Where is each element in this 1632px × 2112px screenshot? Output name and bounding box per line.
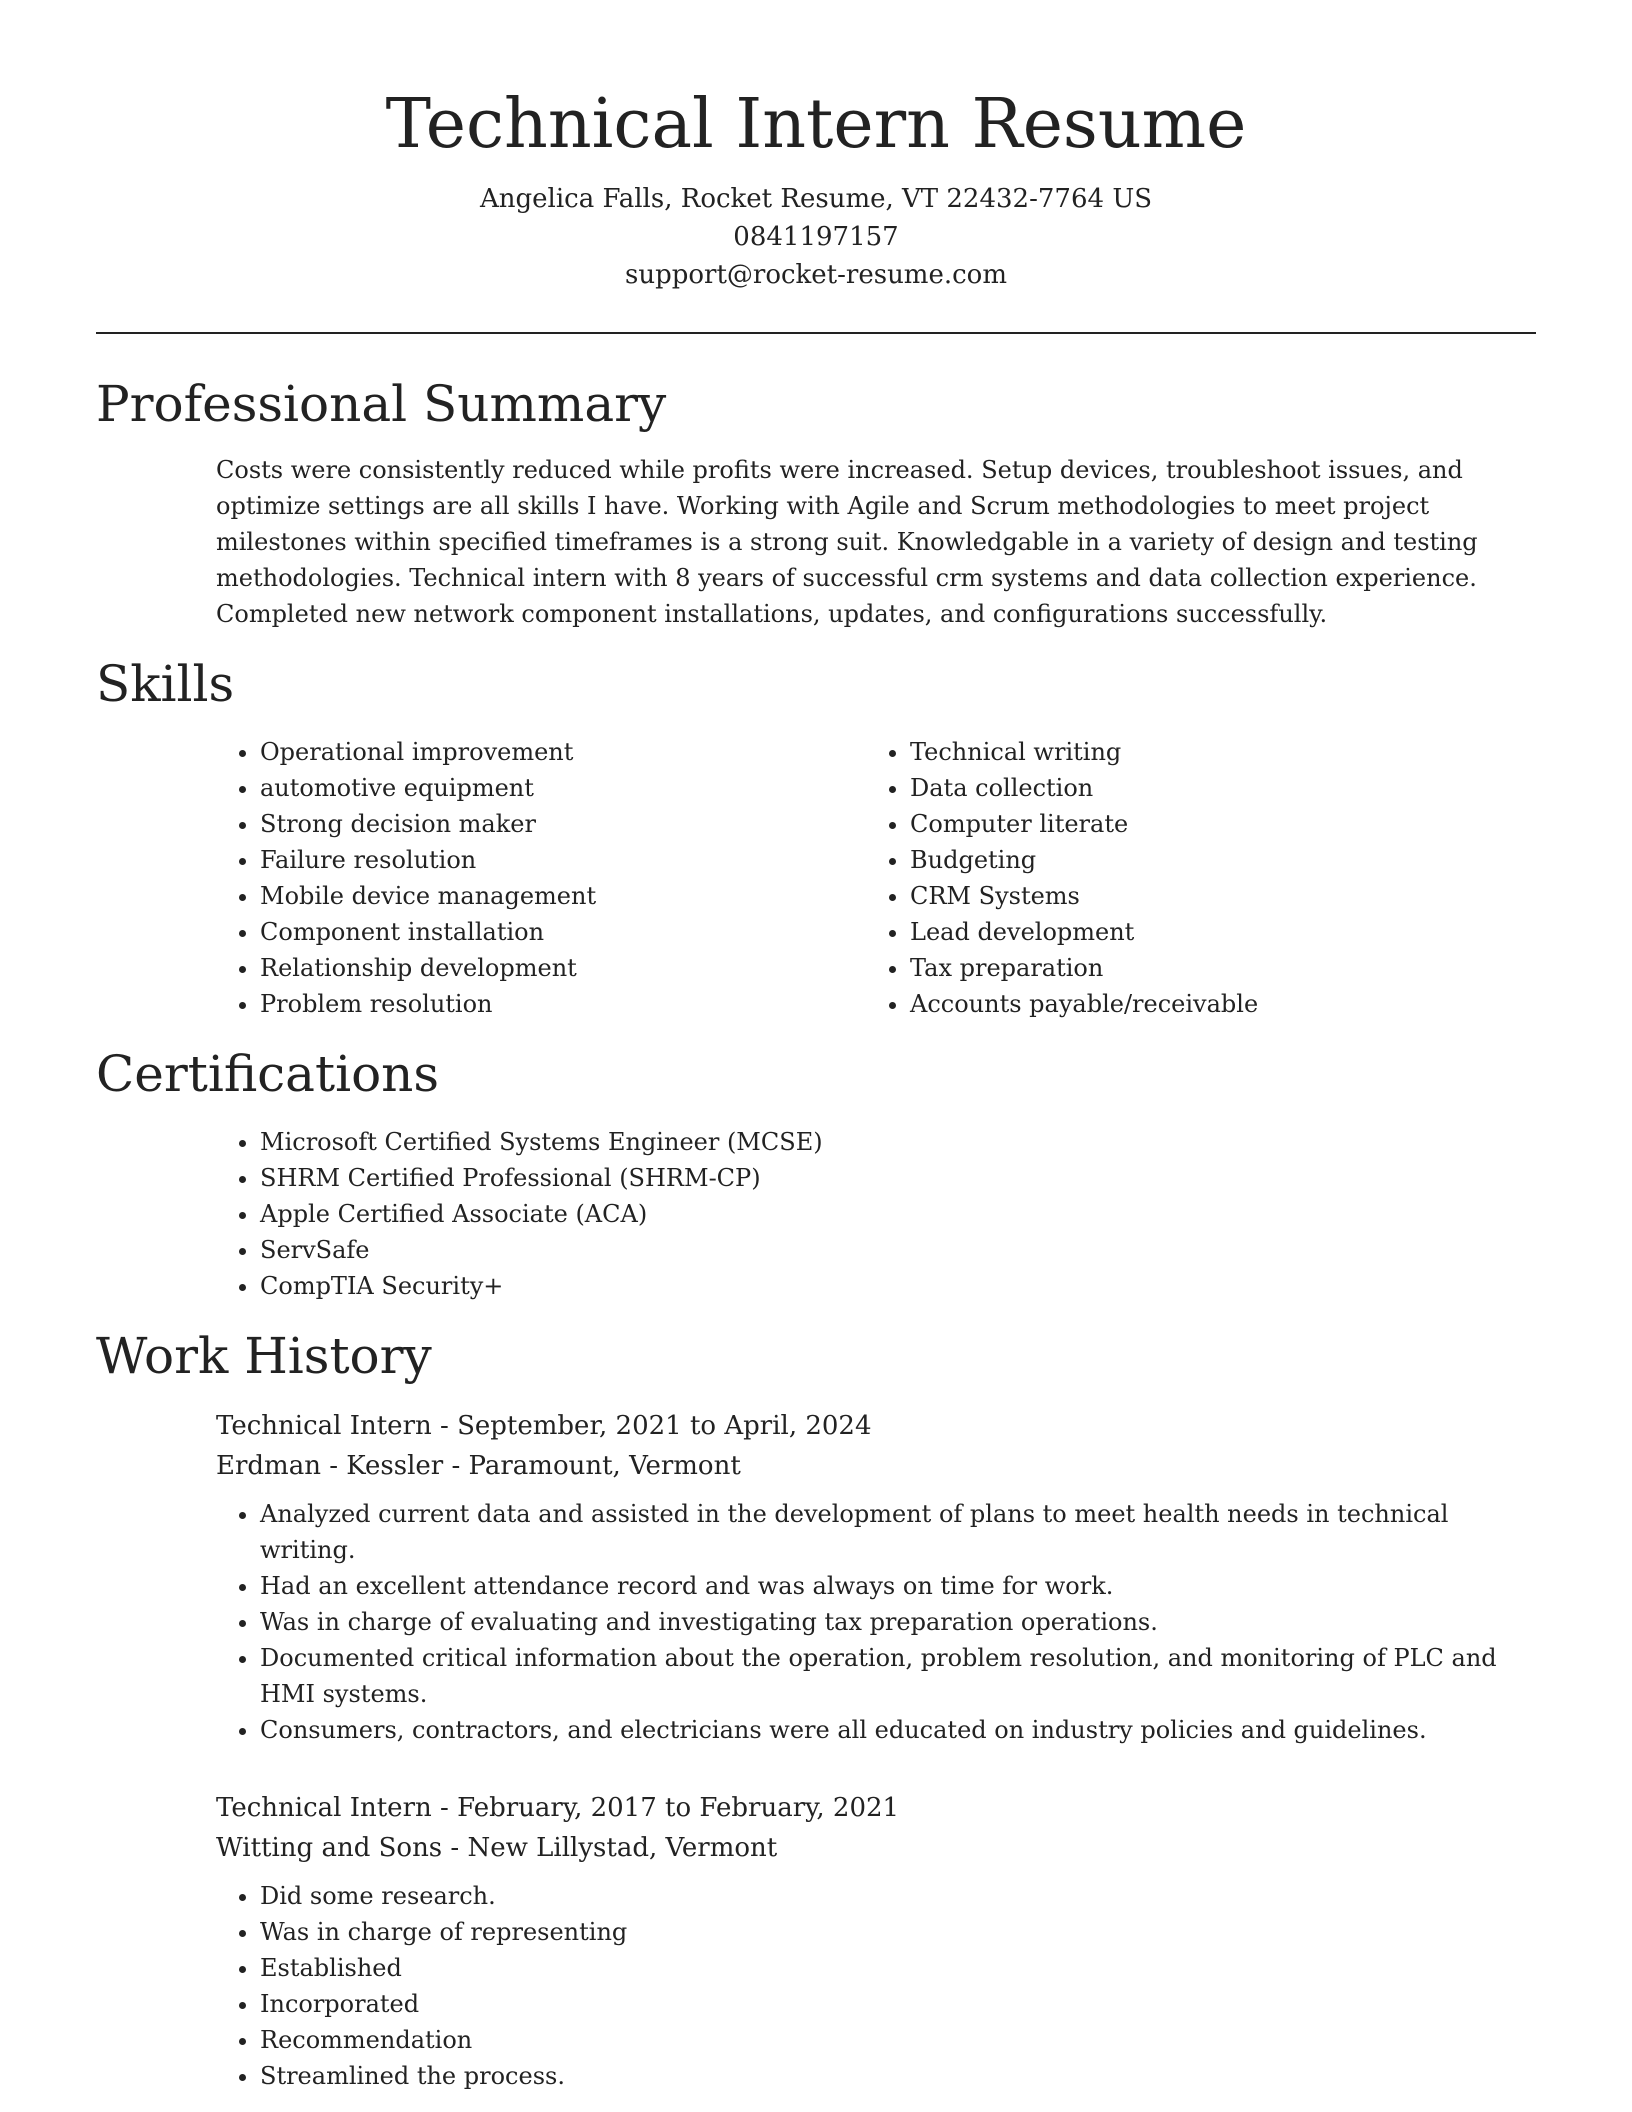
job-bullet: • Analyzed current data and assisted in the development of plans to meet health needs in technical writing. xyxy=(260,1496,1536,1568)
skill-item: • automotive equipment xyxy=(260,770,866,806)
job-bullet: • Consumers, contractors, and electricians were all educated on industry policies and guidelines. xyxy=(260,1712,1536,1748)
skill-item: • Data collection xyxy=(910,770,1516,806)
skill-item: • Relationship development xyxy=(260,950,866,986)
summary-section xyxy=(96,374,1536,632)
job-bullet: • Was in charge of evaluating and investigating tax preparation operations. xyxy=(260,1604,1536,1640)
skills-list-right xyxy=(866,734,1516,1022)
skill-item: • CRM Systems xyxy=(910,878,1516,914)
job-bullet: • Recommendation xyxy=(260,2022,1536,2058)
skill-item: • Tax preparation xyxy=(910,950,1516,986)
skill-item: • Component installation xyxy=(260,914,866,950)
summary-heading: Professional Summary xyxy=(96,374,667,433)
skill-item: • Strong decision maker xyxy=(260,806,866,842)
contact-address: Angelica Falls, Rocket Resume, VT 22432-7764 US xyxy=(479,183,1153,214)
contact-phone: 0841197157 xyxy=(733,221,899,252)
resume-title: Technical Intern Resume xyxy=(385,85,1247,164)
job-dates: September, 2021 to April, 2024 xyxy=(457,1410,872,1441)
job-location: Paramount, Vermont xyxy=(468,1450,741,1481)
job-bullets xyxy=(216,1878,1536,2094)
certification-item: • CompTIA Security+ xyxy=(260,1268,1536,1304)
contact-email: support@rocket-resume.com xyxy=(624,259,1007,290)
skill-item: • Lead development xyxy=(910,914,1516,950)
skill-item: • Problem resolution xyxy=(260,986,866,1022)
skill-item: • Failure resolution xyxy=(260,842,866,878)
job-bullet: • Established xyxy=(260,1950,1536,1986)
job-title-line: Technical Intern - September, 2021 to April, 2024 xyxy=(216,1410,872,1441)
skill-item: • Accounts payable/receivable xyxy=(910,986,1516,1022)
header-divider xyxy=(96,332,1536,334)
certifications-heading: Certifications xyxy=(96,1044,440,1103)
job-company: Erdman - Kessler xyxy=(216,1450,444,1481)
job-entry xyxy=(216,1406,1536,1748)
skills-columns xyxy=(216,734,1536,1022)
certifications-list xyxy=(216,1124,1536,1304)
job-company-line: Erdman - Kessler - Paramount, Vermont xyxy=(216,1450,741,1481)
certifications-section xyxy=(96,1044,1536,1304)
job-bullet: • Documented critical information about the operation, problem resolution, and monitoring of PLC and HMI systems. xyxy=(260,1640,1536,1712)
job-location: New Lillystad, Vermont xyxy=(467,1832,778,1863)
job-bullet: • Did some research. xyxy=(260,1878,1536,1914)
job-title: Technical Intern xyxy=(216,1792,432,1823)
job-title-line: Technical Intern - February, 2017 to February, 2021 xyxy=(216,1792,900,1823)
certification-item: • Apple Certified Associate (ACA) xyxy=(260,1196,1536,1232)
job-company-line: Witting and Sons - New Lillystad, Vermont xyxy=(216,1832,778,1863)
job-bullet: • Incorporated xyxy=(260,1986,1536,2022)
skill-item: • Budgeting xyxy=(910,842,1516,878)
skill-item: • Computer literate xyxy=(910,806,1516,842)
skills-list-left xyxy=(216,734,866,1022)
certification-item: • Microsoft Certified Systems Engineer (MCSE) xyxy=(260,1124,1536,1160)
job-company: Witting and Sons xyxy=(216,1832,443,1863)
job-title: Technical Intern xyxy=(216,1410,432,1441)
summary-text: Costs were consistently reduced while profits were increased. Setup devices, troubleshoot issues, and optimize settings are all skills I have. Working with Agile and Scrum methodologies to meet project milestones within specified timeframes is a strong suit. Knowledgable in a variety of design and testing methodologies. Technical intern with 8 years of successful crm systems and data collection experience. Completed new network component installations, updates, and configurations successfully. xyxy=(216,455,1478,628)
skills-heading: Skills xyxy=(96,654,235,713)
job-bullet: • Streamlined the process. xyxy=(260,2058,1536,2094)
work-history-heading: Work History xyxy=(96,1326,432,1385)
job-bullets xyxy=(216,1496,1536,1748)
certification-item: • ServSafe xyxy=(260,1232,1536,1268)
resume-header xyxy=(96,0,1536,294)
job-dates: February, 2017 to February, 2021 xyxy=(457,1792,900,1823)
job-entry xyxy=(216,1788,1536,2094)
contact-block xyxy=(96,180,1536,294)
job-bullet: • Was in charge of representing xyxy=(260,1914,1536,1950)
skill-item: • Mobile device management xyxy=(260,878,866,914)
skills-section xyxy=(96,654,1536,1022)
certification-item: • SHRM Certified Professional (SHRM-CP) xyxy=(260,1160,1536,1196)
work-history-section xyxy=(96,1326,1536,2094)
job-bullet: • Had an excellent attendance record and was always on time for work. xyxy=(260,1568,1536,1604)
skill-item: • Operational improvement xyxy=(260,734,866,770)
skill-item: • Technical writing xyxy=(910,734,1516,770)
